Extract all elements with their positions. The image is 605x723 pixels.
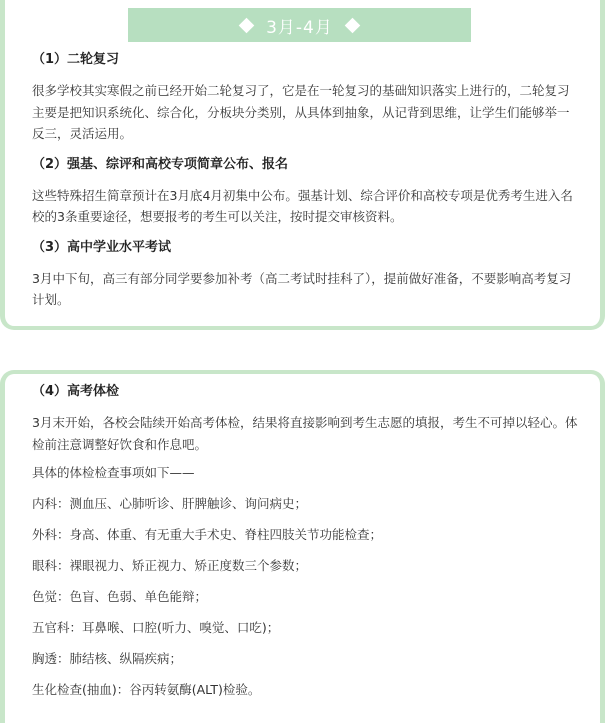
paragraph-proficiency-test: 3月中下旬，高三有部分同学要参加补考（高二考试时挂科了），提前做好准备，不要影响高考复习计划。 (32, 270, 572, 307)
heading-admissions: （2）强基、综评和高校专项简章公布、报名 (32, 156, 289, 172)
bottom-section-content (32, 382, 580, 700)
top-section-content (32, 50, 580, 321)
exam-intro: 具体的体检检查事项如下—— (32, 465, 195, 480)
list-item: 色觉：色盲、色弱、单色能辩； (32, 589, 208, 604)
list-item: 胸透：肺结核、纵隔疾病； (32, 651, 183, 666)
paragraph-review: 很多学校其实寒假之前已经开始二轮复习了，它是在一轮复习的基础知识落实上进行的，二轮复习主要是把知识系统化、综合化，分板块分类别，从具体到抽象，从记背到思维，让学生们能够举一反三，灵活运用。 (32, 83, 570, 141)
diamond-left-icon (239, 17, 255, 33)
heading-physical-exam: （4）高考体检 (32, 384, 120, 399)
banner-title: 3月-4月 (266, 17, 333, 38)
section-banner (128, 8, 471, 42)
heading-review: （1）二轮复习 (32, 52, 120, 67)
paragraph-physical-exam: 3月末开始，各校会陆续开始高考体检，结果将直接影响到考生志愿的填报，考生不可掉以轻心。体检前注意调整好饮食和作息吧。 (32, 415, 578, 452)
heading-proficiency-test: （3）高中学业水平考试 (32, 239, 172, 255)
diamond-right-icon (345, 17, 361, 33)
paragraph-admissions: 这些特殊招生简章预计在3月底4月初集中公布。强基计划、综合评价和高校专项是优秀考生进入名校的3条重要途径，想要报考的考生可以关注，按时提交审核资料。 (32, 187, 573, 224)
list-item: 眼科：裸眼视力、矫正视力、矫正度数三个参数； (32, 558, 308, 573)
list-item: 生化检查(抽血)：谷丙转氨酶(ALT)检验。 (32, 682, 261, 697)
list-item: 外科：身高、体重、有无重大手术史、脊柱四肢关节功能检查； (32, 527, 383, 542)
list-item: 五官科：耳鼻喉、口腔(听力、嗅觉、口吃)； (32, 620, 280, 635)
list-item: 内科：测血压、心肺听诊、肝脾触诊、询问病史； (32, 496, 308, 511)
